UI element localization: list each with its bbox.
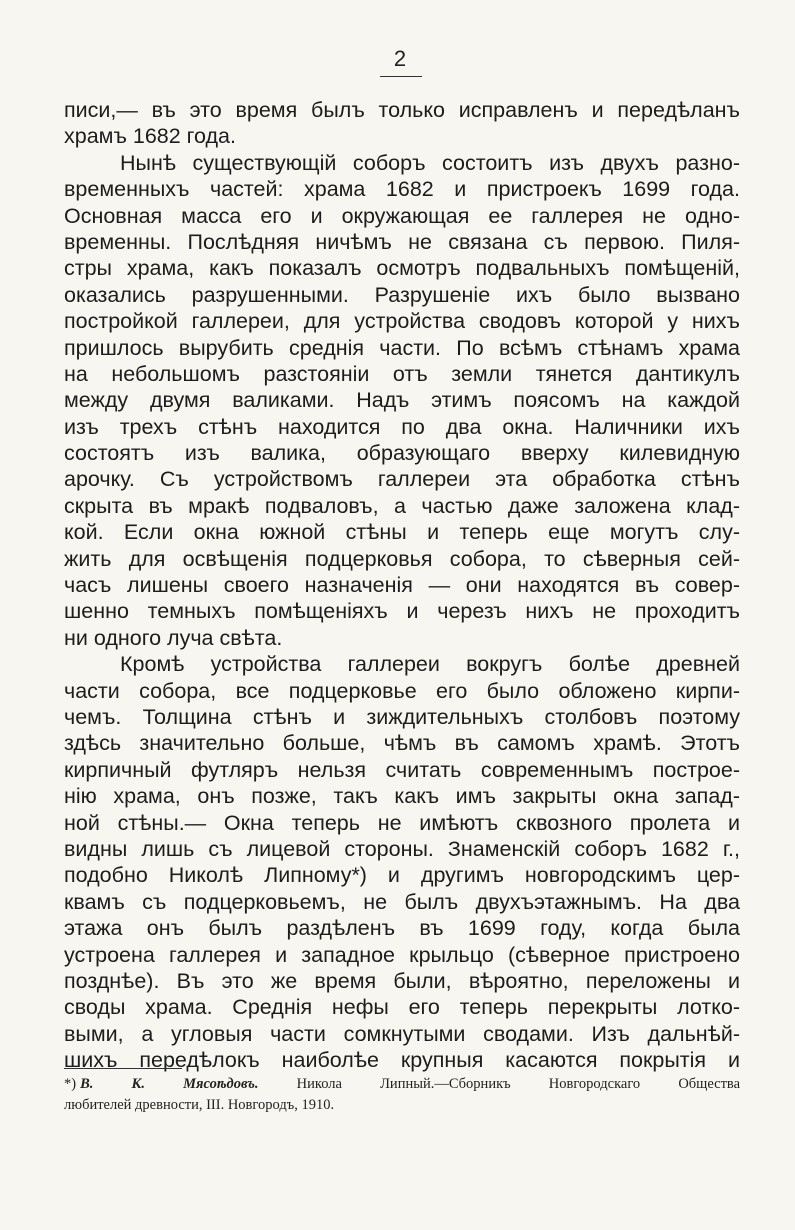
text-line: Основная масса его и окружающая ее галлерея не одно- xyxy=(64,203,740,228)
text-line: позднѣе). Въ это же время были, вѣроятно, переложены и xyxy=(64,968,740,993)
text-line: нію храма, онъ позже, такъ какъ имъ закрыты окна запад- xyxy=(64,784,740,809)
text-line: шихъ передѣлокъ наиболѣе крупныя касаются покрытія и xyxy=(64,1048,740,1073)
text-line: ной стѣны.— Окна теперь не имѣютъ сквозного пролета и xyxy=(64,810,740,835)
text-line: постройкой галлереи, для устройства сводовъ которой у нихъ xyxy=(64,309,740,334)
text-line: Нынѣ существующій соборъ состоитъ изъ двухъ разно- xyxy=(120,150,740,175)
footnote-line xyxy=(64,1074,740,1095)
footnote xyxy=(64,1074,740,1116)
text-line: жить для освѣщенія подцерковья собора, то сѣверныя сей- xyxy=(64,546,740,571)
text-line: состоятъ изъ валика, образующаго вверху килевидную xyxy=(64,441,740,466)
text-line: изъ трехъ стѣнъ находится по два окна. Наличники ихъ xyxy=(64,414,740,439)
text-line: между двумя валиками. Надъ этимъ поясомъ на каждой xyxy=(64,388,740,413)
text-line: устроена галлерея и западное крыльцо (сѣверное пристроено xyxy=(64,942,740,967)
text-line: оказались разрушенными. Разрушеніе ихъ было вызвано xyxy=(64,282,740,307)
footnote-author: В. К. Мясоѣдовъ. xyxy=(80,1076,259,1092)
text-line: чемъ. Толщина стѣнъ и зиждительныхъ столбовъ поэтому xyxy=(64,704,740,729)
text-line: здѣсь значительно больше, чѣмъ въ самомъ храмѣ. Этотъ xyxy=(64,731,740,756)
text-line: пришлось вырубить среднія части. По всѣмъ стѣнамъ храма xyxy=(64,335,740,360)
text-line: кирпичный футляръ нельзя считать современнымъ построе- xyxy=(64,757,740,782)
text-line: часъ лишены своего назначенія — они находятся въ совер- xyxy=(64,573,740,598)
text-line: скрыта въ мракѣ подваловъ, а частью даже заложена клад- xyxy=(64,493,740,518)
text-line: шенно темныхъ помѣщеніяхъ и черезъ нихъ не проходитъ xyxy=(64,599,740,624)
text-line: на небольшомъ разстояніи отъ земли тянется дантикулъ xyxy=(64,361,740,386)
text-line: храмъ 1682 года. xyxy=(64,124,236,149)
footnote-line: любителей древности, III. Новгородъ, 1910. xyxy=(64,1097,335,1113)
footnote-rule xyxy=(64,1068,182,1069)
text-line: писи,— въ это время былъ только исправленъ и передѣланъ xyxy=(64,98,740,122)
text-line: временныхъ частей: храма 1682 и пристроекъ 1699 года. xyxy=(64,177,740,202)
text-line: стры храма, какъ показалъ осмотръ подвальныхъ помѣщеній, xyxy=(64,256,740,281)
text-line: арочку. Съ устройствомъ галлереи эта обработка стѣнъ xyxy=(64,467,740,492)
page-number-rule xyxy=(380,76,422,77)
text-line: подобно Николѣ Липному*) и другимъ новгородскимъ цер- xyxy=(64,863,740,888)
footnote-citation: Никола Липный.—Сборникъ Новгородскаго Общества xyxy=(296,1076,741,1092)
footnote-marker: *) xyxy=(64,1076,77,1092)
page-number: 2 xyxy=(393,46,407,71)
text-line: кой. Если окна южной стѣны и теперь еще могутъ слу- xyxy=(64,520,740,545)
body-text xyxy=(64,97,740,1073)
text-line: временны. Послѣдняя ничѣмъ не связана съ первою. Пиля- xyxy=(64,229,740,254)
text-line: Кромѣ устройства галлереи вокругъ болѣе древней xyxy=(120,652,740,677)
text-line: выми, а угловыя части сомкнутыми сводами. Изъ дальнѣй- xyxy=(64,1021,740,1046)
text-line: видны лишь съ лицевой стороны. Знаменскій соборъ 1682 г., xyxy=(64,836,740,861)
text-line: своды храма. Среднія нефы его теперь перекрыты лотко- xyxy=(64,995,740,1020)
text-line: части собора, все подцерковье его было обложено кирпи- xyxy=(64,678,740,703)
text-line: ни одного луча свѣта. xyxy=(64,625,283,650)
text-line: квамъ съ подцерковьемъ, не былъ двухъэтажнымъ. На два xyxy=(64,889,740,914)
text-line: этажа онъ былъ раздѣленъ въ 1699 году, когда была xyxy=(64,916,740,941)
